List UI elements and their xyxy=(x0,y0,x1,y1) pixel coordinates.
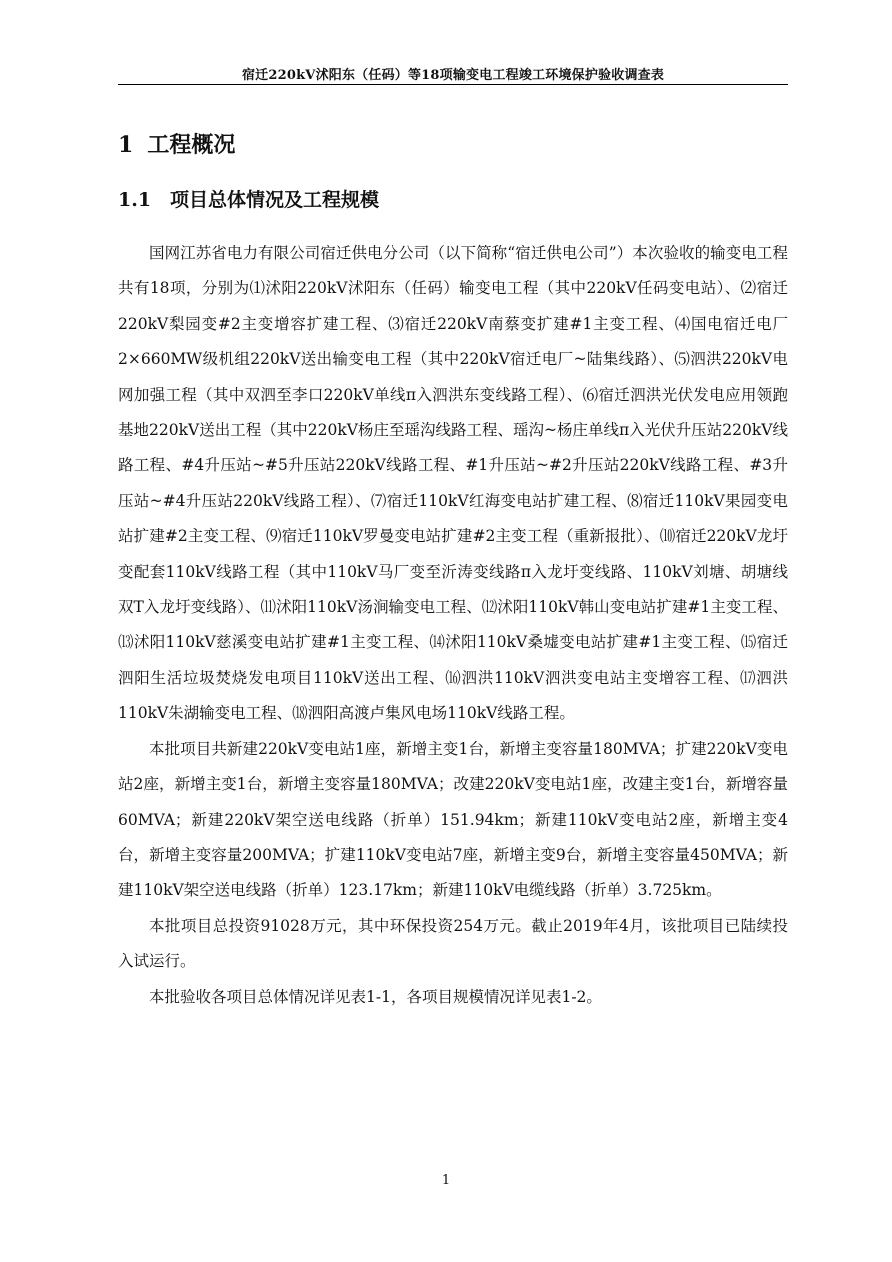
subsection-heading xyxy=(118,185,379,212)
paragraph-scale: 本批项目共新建220kV变电站1座，新增主变1台，新增主变容量180MVA；扩建220kV变电站2座，新增主变1台，新增主变容量180MVA；改建220kV变电站1座，改建主变1台，新增容量60MVA；新建220kV架空送电线路（折单）151.94km；新建110kV变电站2座，新增主变4台，新增主变容量200MVA；扩建110kV变电站7座，新增主变9台，新增主变容量450MVA；新建110kV架空送电线路（折单）123.17km；新建110kV电缆线路（折单）3.725km。 xyxy=(118,739,788,900)
paragraph-investment: 本批项目总投资91028万元，其中环保投资254万元。截止2019年4月，该批项目已陆续投入试运行。 xyxy=(118,916,788,971)
subsection-title: 项目总体情况及工程规模 xyxy=(170,189,380,211)
header-rule xyxy=(118,84,788,85)
section-number: 1 xyxy=(118,132,134,158)
paragraph-project-list: 国网江苏省电力有限公司宿迁供电分公司（以下简称“宿迁供电公司”）本次验收的输变电工程共有18项，分别为⑴沭阳220kV沭阳东（任码）输变电工程（其中220kV任码变电站）、⑵宿迁220kV梨园变#2主变增容扩建工程、⑶宿迁220kV南蔡变扩建#1主变工程、⑷国电宿迁电厂2×660MW级机组220kV送出输变电工程（其中220kV宿迁电厂~陆集线路）、⑸泗洪220kV电网加强工程（其中双泗至李口220kV单线π入泗洪东变线路工程）、⑹宿迁泗洪光伏发电应用领跑基地220kV送出工程（其中220kV杨庄至瑶沟线路工程、瑶沟~杨庄单线π入光伏升压站220kV线路工程、#4升压站~#5升压站220kV线路工程、#1升压站~#2升压站220kV线路工程、#3升压站~#4升压站220kV线路工程）、⑺宿迁110kV红海变电站扩建工程、⑻宿迁110kV果园变电站扩建#2主变工程、⑼宿迁110kV罗曼变电站扩建#2主变工程（重新报批）、⑽宿迁220kV龙圩变配套110kV线路工程（其中110kV马厂变至沂涛变线路π入龙圩变线路、110kV刘塘、胡塘线双T入龙圩变线路）、⑾沭阳110kV汤涧输变电工程、⑿沭阳110kV韩山变电站扩建#1主变工程、⒀沭阳110kV慈溪变电站扩建#1主变工程、⒁沭阳110kV桑墟变电站扩建#1主变工程、⒂宿迁泗阳生活垃圾焚烧发电项目110kV送出工程、⒃泗洪110kV泗洪变电站主变增容工程、⒄泗洪110kV朱湖输变电工程、⒅泗阳高渡卢集风电场110kV线路工程。 xyxy=(118,244,788,723)
paragraph-table-reference: 本批验收各项目总体情况详见表1-1，各项目规模情况详见表1-2。 xyxy=(149,987,602,1006)
section-title: 工程概况 xyxy=(147,132,236,158)
running-header: 宿迁220kV沭阳东（任码）等18项输变电工程竣工环境保护验收调查表 xyxy=(241,68,665,83)
section-heading xyxy=(118,128,235,159)
page-number: 1 xyxy=(441,1173,451,1188)
body-text xyxy=(118,236,788,1015)
subsection-number: 1.1 xyxy=(118,189,152,211)
